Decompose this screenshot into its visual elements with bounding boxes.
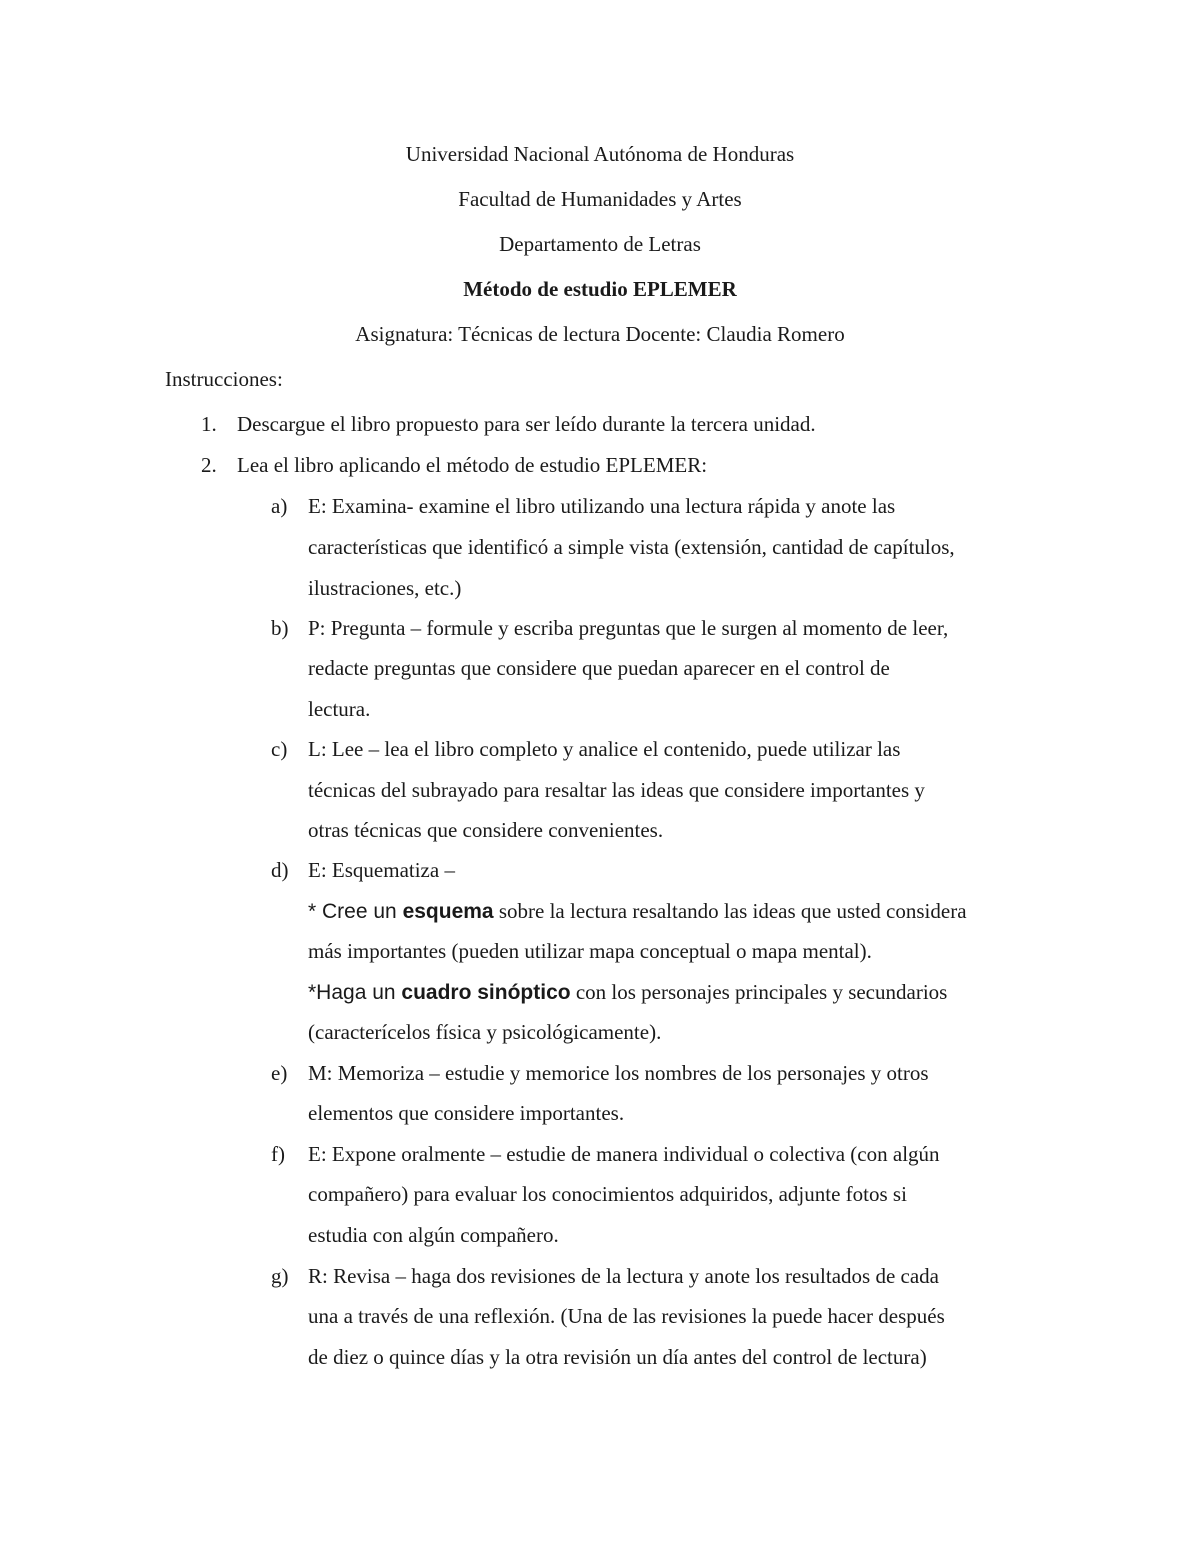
step-a-line: E: Examina- examine el libro utilizando una lectura rápida y anote las — [308, 494, 896, 518]
department-name: Departamento de Letras — [499, 232, 701, 256]
bullet-text: sobre la lectura resaltando las ideas que usted considera — [493, 899, 967, 923]
step-d-bullet-cuadro — [308, 982, 947, 1003]
list-item: Descargue el libro propuesto para ser leído durante la tercera unidad. — [237, 412, 816, 436]
step-d-marker: d) — [271, 858, 289, 882]
step-g-line: R: Revisa – haga dos revisiones de la lectura y anote los resultados de cada — [308, 1264, 939, 1288]
step-a-marker: a) — [271, 494, 288, 518]
step-g-line: una a través de una reflexión. (Una de las revisiones la puede hacer después — [308, 1304, 945, 1328]
bullet-text: *Haga un — [308, 981, 402, 1004]
step-d-bullet-esquema — [308, 901, 967, 922]
course-info: Asignatura: Técnicas de lectura Docente: Claudia Romero — [355, 322, 845, 346]
step-f-line: estudia con algún compañero. — [308, 1223, 559, 1247]
step-g-line: de diez o quince días y la otra revisión un día antes del control de lectura) — [308, 1345, 927, 1369]
step-b-marker: b) — [271, 616, 289, 640]
step-b-line: redacte preguntas que considere que puedan aparecer en el control de — [308, 656, 890, 680]
step-a-line: características que identificó a simple vista (extensión, cantidad de capítulos, — [308, 535, 955, 559]
step-c-marker: c) — [271, 737, 288, 761]
step-b-line: lectura. — [308, 697, 371, 721]
instructions-label: Instrucciones: — [165, 367, 283, 391]
university-name: Universidad Nacional Autónoma de Honduras — [405, 142, 795, 166]
step-d-line: más importantes (pueden utilizar mapa conceptual o mapa mental). — [308, 939, 872, 963]
step-f-line: E: Expone oralmente – estudie de manera individual o colectiva (con algún — [308, 1142, 940, 1166]
step-c-line: otras técnicas que considere convenientes. — [308, 818, 664, 842]
step-a-line: ilustraciones, etc.) — [308, 576, 462, 600]
list-item-marker: 2. — [201, 453, 217, 477]
list-item-marker: 1. — [201, 412, 217, 436]
step-g-marker: g) — [271, 1264, 289, 1288]
step-d-line: (caracterícelos física y psicológicamente). — [308, 1020, 662, 1044]
step-b-line: P: Pregunta – formule y escriba preguntas que le surgen al momento de leer, — [308, 616, 949, 640]
step-e-marker: e) — [271, 1061, 288, 1085]
step-f-line: compañero) para evaluar los conocimientos adquiridos, adjunte fotos si — [308, 1182, 907, 1206]
step-c-line: técnicas del subrayado para resaltar las ideas que considere importantes y — [308, 778, 925, 802]
bold-keyword-cuadro-sinoptico: cuadro sinóptico — [401, 981, 571, 1004]
faculty-name: Facultad de Humanidades y Artes — [458, 187, 742, 211]
step-d-line: E: Esquematiza – — [308, 858, 455, 882]
step-e-line: elementos que considere importantes. — [308, 1101, 625, 1125]
document-title: Método de estudio EPLEMER — [463, 277, 737, 301]
step-f-marker: f) — [271, 1142, 285, 1166]
bold-keyword-esquema: esquema — [402, 900, 494, 923]
step-c-line: L: Lee – lea el libro completo y analice el contenido, puede utilizar las — [308, 737, 901, 761]
bullet-text: con los personajes principales y secundarios — [570, 980, 948, 1004]
step-e-line: M: Memoriza – estudie y memorice los nombres de los personajes y otros — [308, 1061, 929, 1085]
bullet-text: * Cree un — [308, 900, 403, 923]
list-item: Lea el libro aplicando el método de estudio EPLEMER: — [237, 453, 708, 477]
